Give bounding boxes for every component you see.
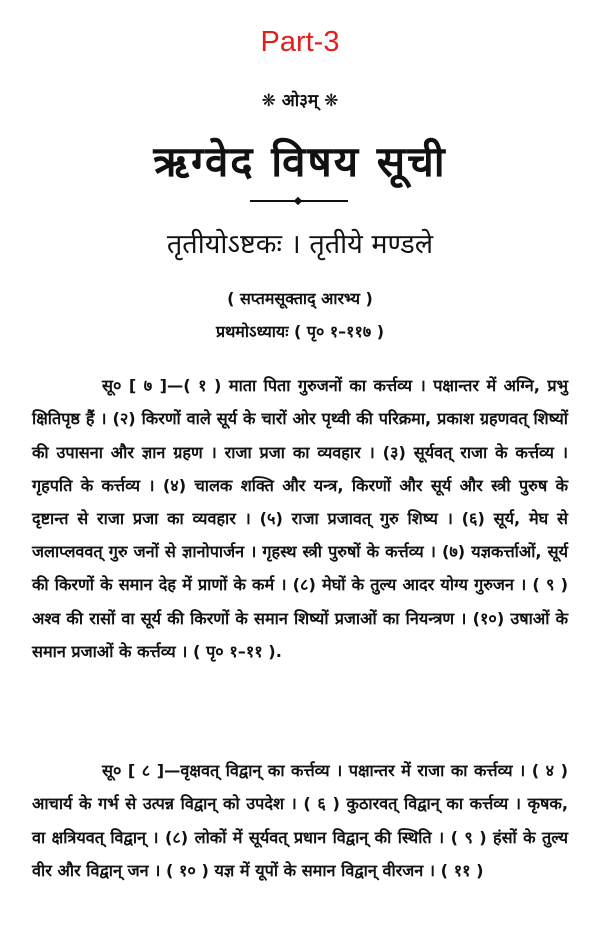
section-subtitle: तृतीयोऽष्टकः । तृतीये मण्डले (166, 229, 434, 260)
part-label: Part-3 (260, 26, 340, 58)
title-ornament-divider (250, 200, 348, 202)
start-note: ( सप्तमसूक्ताद् आरभ्य ) (227, 289, 373, 308)
sukta-8-paragraph: सू० [ ८ ]—वृक्षवत् विद्वान् का कर्त्तव्य । पक्षान्तर में राजा का कर्त्तव्य । ( ४ ) आचार्य के गर्भ से उत्पन्न विद्वान् को उपदेश । ( ६ ) कुठारवत् विद्वान् का कर्त्तव्य । कृषक, वा क्षत्रियवत् विद्वान् । (८) लोकों में सूर्यवत् प्रधान विद्वान् की स्थिति । ( ९ ) हंसों के तुल्य वीर और विद्वान् जन । ( १० ) यज्ञ में यूपों के समान विद्वान् वीरजन । ( ११ ) (32, 761, 568, 880)
chapter-heading: प्रथमोऽध्यायः ( पृ० १–११७ ) (215, 322, 385, 341)
sukta-7-paragraph: सू० [ ७ ]—( १ ) माता पिता गुरुजनों का कर्त्तव्य । पक्षान्तर में अग्नि, प्रभु क्षितिपृष्ठ हैं । (२) किरणों वाले सूर्य के चारों ओर पृथ्वी की परिक्रमा, प्रकाश ग्रहणवत् शिष्यों की उपासना और ज्ञान ग्रहण । राजा प्रजा का व्यवहार । (३) सूर्यवत् राजा के कर्त्तव्य । गृहपति के कर्त्तव्य । (४) चालक शक्ति और यन्त्र, किरणों और सूर्य और स्त्री पुरुष के दृष्टान्त से राजा प्रजा का व्यवहार । (५) राजा प्रजावत् गुरु शिष्य । (६) सूर्य, मेघ से जलाप्लववत् गुरु जनों से ज्ञानोपार्जन । गृहस्थ स्त्री पुरुषों के कर्त्तव्य । (७) यज्ञकर्त्ताओं, सूर्य की किरणों के समान देह में प्राणों के कर्म । (८) मेघों के तुल्य आदर योग्य गुरुजन । ( ९ ) अश्व की रासों वा सूर्य की किरणों के समान शिष्यों प्रजाओं का नियन्त्रण । (१०) उषाओं के समान प्रजाओं के कर्त्तव्य । ( पृ० १–११ ). (32, 376, 568, 661)
invocation-om: ❋ ओ३म् ❋ (261, 91, 339, 111)
page-title: ऋग्वेद विषय सूची (153, 137, 447, 186)
